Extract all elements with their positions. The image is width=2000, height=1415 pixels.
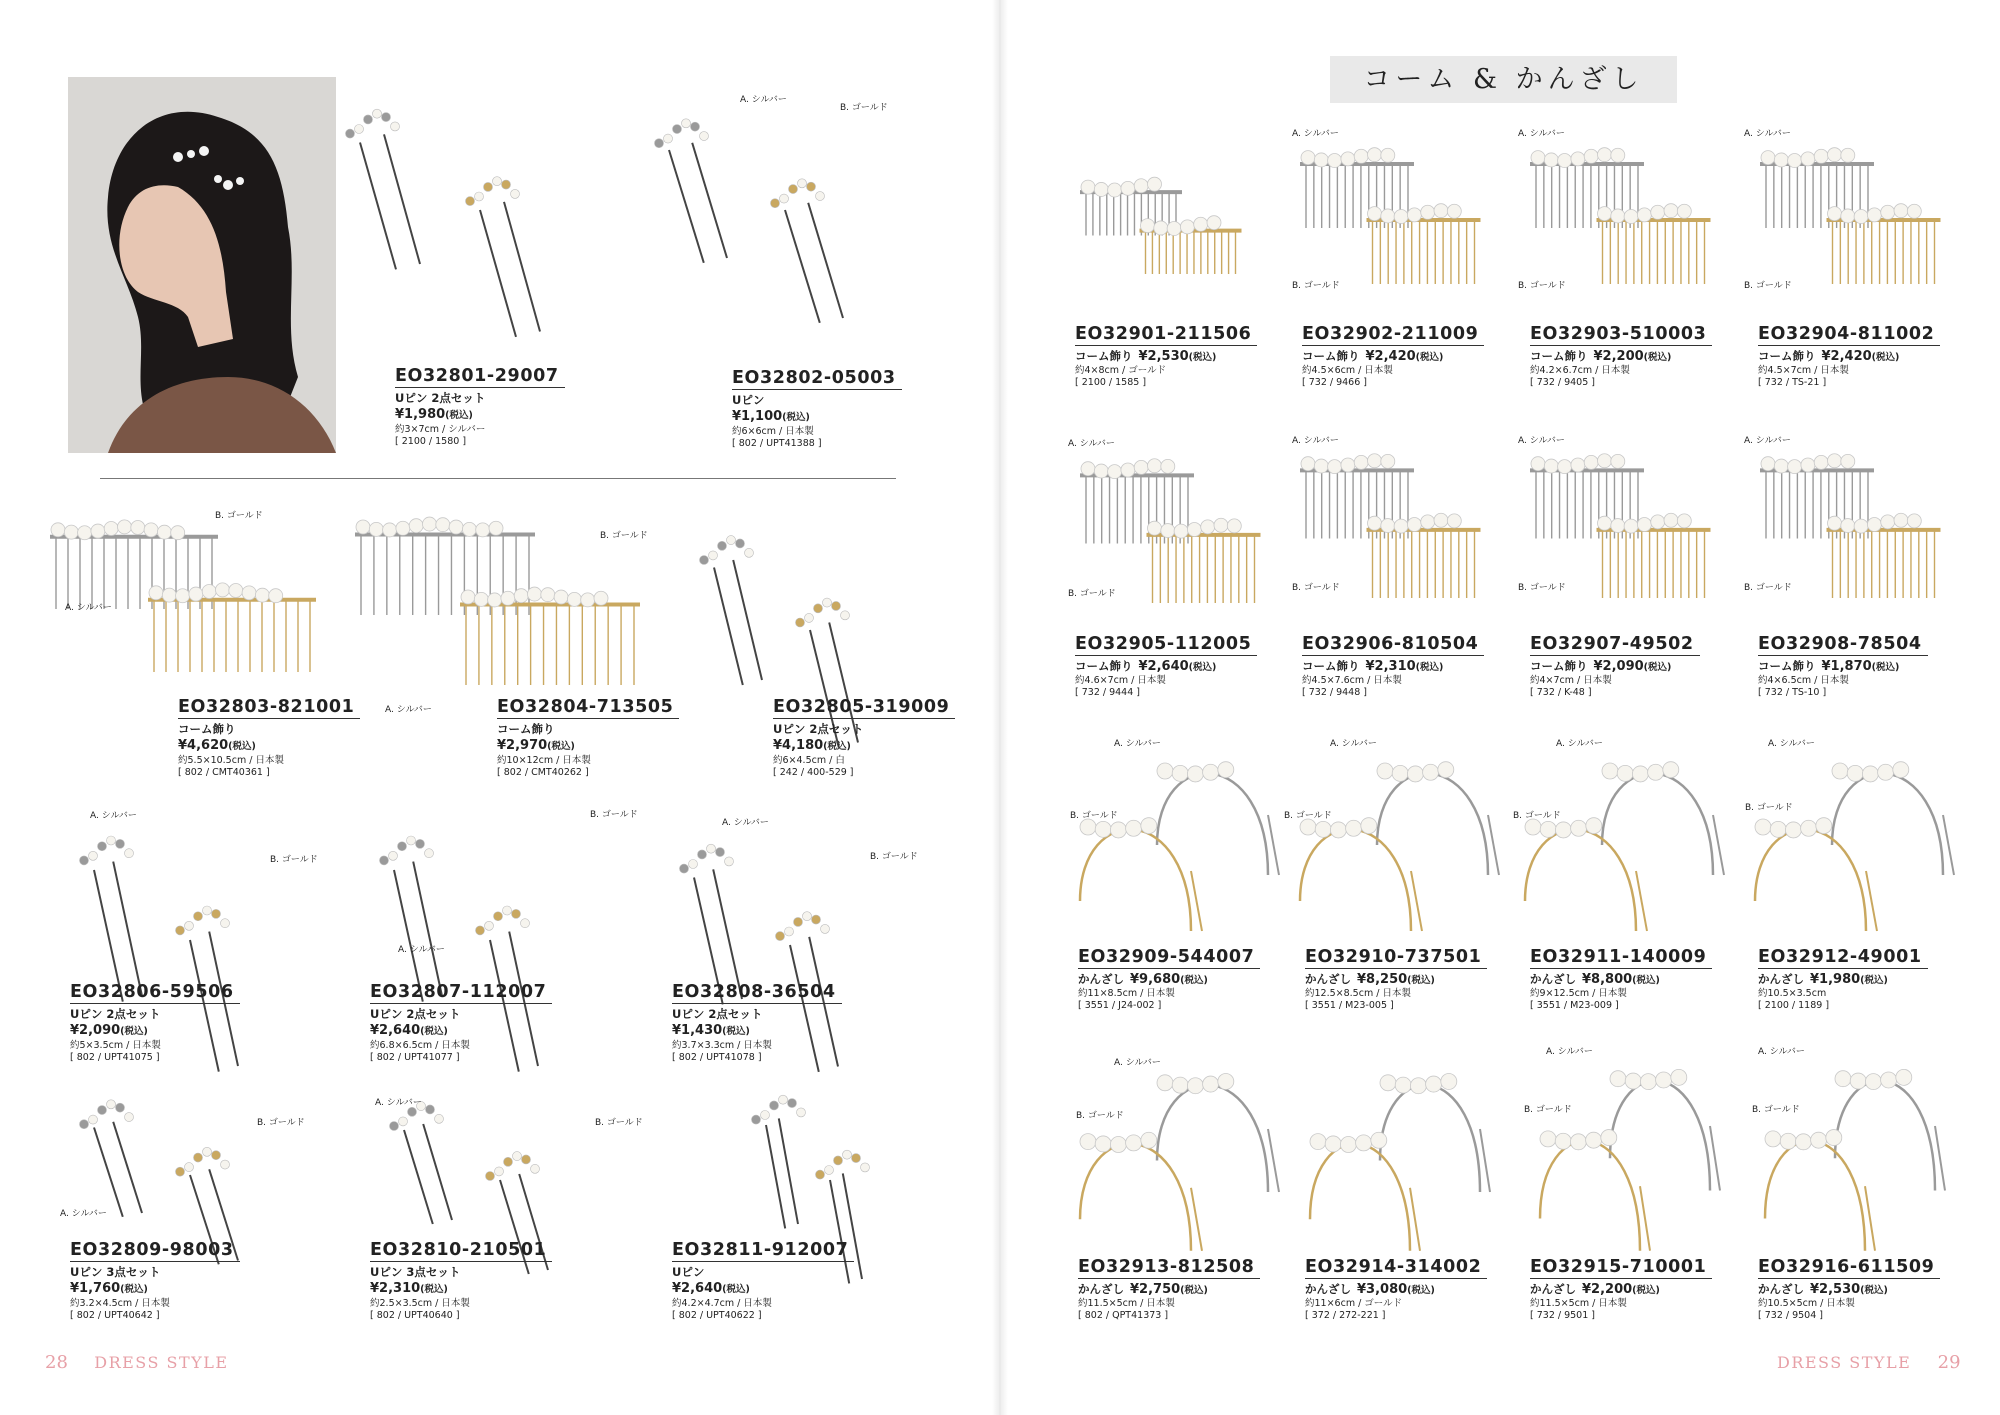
product-type-price: [1530, 972, 1712, 988]
product-type: コーム飾り: [1530, 349, 1588, 363]
product-ref: [ 732 / 9405 ]: [1530, 377, 1596, 388]
variant-label: B. ゴールド: [1745, 803, 1793, 813]
variant-label: A. シルバー: [375, 1098, 422, 1108]
product-code: EO32914-314002: [1305, 1257, 1487, 1279]
product-info: [1305, 947, 1487, 1012]
product-info: [1078, 1257, 1260, 1322]
variant-label: A. シルバー: [1068, 439, 1115, 449]
product-size: 約10×12cm / 日本製: [497, 755, 591, 766]
variant-label: A. シルバー: [1546, 1047, 1593, 1057]
product-image: [1300, 140, 1490, 300]
variant-label: A. シルバー: [1758, 1047, 1805, 1057]
tax-note: (税込): [1188, 352, 1217, 363]
product-image: [1080, 175, 1250, 285]
product-price: ¥4,180: [773, 738, 824, 753]
variant-label: A. シルバー: [65, 603, 112, 613]
product-size: 約10.5×5cm / 日本製: [1758, 1298, 1855, 1309]
tax-note: (税込): [547, 741, 575, 752]
product-type: かんざし: [1530, 1282, 1576, 1296]
product-image: [330, 75, 630, 345]
product-type-price: [1758, 659, 1928, 675]
product-code: EO32805-319009: [773, 697, 955, 719]
product-price: ¥2,090: [1593, 659, 1644, 674]
product-type: Uピン 2点セット: [773, 722, 864, 736]
product-size: 約4.6×7cm / 日本製: [1075, 675, 1166, 686]
product-size: 約6.8×6.5cm / 日本製: [370, 1040, 470, 1051]
product-ref: [ 3551 / M23-009 ]: [1530, 1000, 1619, 1011]
product-ref: [ 802 / UPT41077 ]: [370, 1052, 460, 1063]
product-price: ¥1,100: [732, 409, 783, 424]
product-code: EO32905-112005: [1075, 634, 1257, 656]
variant-label: B. ゴールド: [1752, 1105, 1800, 1115]
product-size: 約3×7cm / シルバー: [395, 424, 486, 435]
product-price: ¥1,430: [672, 1023, 723, 1038]
product-type: コーム飾り: [178, 722, 236, 736]
tax-note: (税込): [1188, 662, 1217, 673]
product-size: 約12.5×8.5cm / 日本製: [1305, 988, 1411, 999]
product-price: ¥3,080: [1357, 1282, 1408, 1297]
product-code: EO32810-210501: [370, 1240, 552, 1262]
product-type-price: [1758, 972, 1928, 988]
tax-note: (税込): [1415, 352, 1444, 363]
variant-label: B. ゴールド: [1292, 583, 1340, 593]
product-price-line: [370, 1280, 552, 1298]
product-ref: [ 802 / CMT40361 ]: [178, 767, 270, 778]
product-code: EO32902-211009: [1302, 324, 1484, 346]
product-size: 約6×6cm / 日本製: [732, 426, 814, 437]
section-divider: [100, 478, 896, 479]
product-info: [178, 697, 360, 779]
variant-label: A. シルバー: [60, 1209, 107, 1219]
page-number: 28: [45, 1352, 68, 1373]
product-type: コーム飾り: [1758, 659, 1816, 673]
product-info: [497, 697, 679, 779]
variant-label: B. ゴールド: [1744, 281, 1792, 291]
variant-label: B. ゴールド: [870, 852, 918, 862]
product-size: 約11.5×5cm / 日本製: [1078, 1298, 1175, 1309]
product-info: [1530, 947, 1712, 1012]
product-type: Uピン: [732, 393, 765, 407]
variant-label: A. シルバー: [398, 945, 445, 955]
variant-label: A. シルバー: [1114, 739, 1161, 749]
product-info: [672, 982, 842, 1064]
product-info: [1305, 1257, 1487, 1322]
variant-label: A. シルバー: [1768, 739, 1815, 749]
product-type: Uピン 3点セット: [70, 1265, 161, 1279]
product-info: [395, 366, 565, 448]
product-code: EO32911-140009: [1530, 947, 1712, 969]
product-type: Uピン 2点セット: [672, 1007, 763, 1021]
product-info: [1530, 324, 1712, 389]
product-price: ¥4,620: [178, 738, 229, 753]
product-size: 約4.5×7cm / 日本製: [1758, 365, 1849, 376]
product-ref: [ 732 / 9504 ]: [1758, 1310, 1824, 1321]
product-type: コーム飾り: [1530, 659, 1588, 673]
product-image: [1070, 735, 1290, 935]
brand-name: DRESS STYLE: [1777, 1353, 1912, 1372]
product-info: [1758, 324, 1940, 389]
product-price: ¥8,250: [1357, 972, 1408, 987]
product-ref: [ 802 / QPT41373 ]: [1078, 1310, 1169, 1321]
product-ref: [ 3551 / M23-005 ]: [1305, 1000, 1394, 1011]
product-type-price: [1075, 349, 1257, 365]
right-page: [1000, 0, 2000, 1415]
tax-note: (税込): [1407, 975, 1435, 986]
product-ref: [ 2100 / 1580 ]: [395, 436, 467, 447]
product-ref: [ 732 / TS-21 ]: [1758, 377, 1827, 388]
product-size: 約11.5×5cm / 日本製: [1530, 1298, 1627, 1309]
tax-note: (税込): [420, 1284, 448, 1295]
product-ref: [ 802 / UPT41075 ]: [70, 1052, 160, 1063]
variant-label: B. ゴールド: [215, 511, 263, 521]
product-type-price: [1530, 659, 1700, 675]
product-price: ¥8,800: [1582, 972, 1633, 987]
tax-note: (税込): [228, 741, 256, 752]
product-info: [70, 1240, 240, 1322]
tax-note: (税込): [1407, 1285, 1435, 1296]
product-price-line: [395, 406, 565, 424]
product-size: 約2.5×3.5cm / 日本製: [370, 1298, 470, 1309]
product-type: かんざし: [1530, 972, 1576, 986]
model-photo: [68, 77, 336, 453]
variant-label: B. ゴールド: [600, 531, 648, 541]
tax-note: (税込): [120, 1026, 148, 1037]
product-price: ¥2,090: [70, 1023, 121, 1038]
product-type: Uピン: [672, 1265, 705, 1279]
product-ref: [ 732 / K-48 ]: [1530, 687, 1592, 698]
page-footer-right: [1777, 1352, 1961, 1373]
product-price-line: [672, 1280, 854, 1298]
product-ref: [ 732 / 9501 ]: [1530, 1310, 1596, 1321]
product-price-line: [732, 408, 902, 426]
product-ref: [ 3551 / J24-002 ]: [1078, 1000, 1162, 1011]
product-price: ¥2,640: [370, 1023, 421, 1038]
product-code: EO32901-211506: [1075, 324, 1257, 346]
tax-note: (税込): [1643, 352, 1672, 363]
product-ref: [ 802 / UPT40622 ]: [672, 1310, 762, 1321]
product-size: 約4×7cm / 日本製: [1530, 675, 1612, 686]
product-price: ¥2,310: [370, 1281, 421, 1296]
product-image: [1300, 1045, 1500, 1255]
product-price-line: [672, 1022, 842, 1040]
product-type: かんざし: [1758, 972, 1804, 986]
product-size: 約4.2×4.7cm / 日本製: [672, 1298, 772, 1309]
product-info: [1078, 947, 1260, 1012]
product-code: EO32909-544007: [1078, 947, 1260, 969]
product-info: [1530, 1257, 1712, 1322]
product-type: Uピン 2点セット: [395, 391, 486, 405]
product-info: [70, 982, 240, 1064]
tax-note: (税込): [1860, 975, 1888, 986]
variant-label: B. ゴールド: [257, 1118, 305, 1128]
product-code: EO32908-78504: [1758, 634, 1928, 656]
tax-note: (税込): [1180, 1285, 1208, 1296]
product-info: [370, 982, 552, 1064]
product-price-line: [70, 1280, 240, 1298]
product-type: かんざし: [1305, 972, 1351, 986]
product-price: ¥1,760: [70, 1281, 121, 1296]
product-price-line: [178, 737, 360, 755]
product-info: [1302, 324, 1484, 389]
product-price-line: [497, 737, 679, 755]
product-type-price: [1305, 1282, 1487, 1298]
tax-note: (税込): [445, 410, 473, 421]
product-info: [1758, 634, 1928, 699]
product-code: EO32907-49502: [1530, 634, 1700, 656]
tax-note: (税込): [782, 412, 810, 423]
product-price: ¥2,200: [1582, 1282, 1633, 1297]
product-size: 約6×4.5cm / 白: [773, 755, 845, 766]
variant-label: A. シルバー: [1518, 436, 1565, 446]
page-footer-left: [45, 1352, 229, 1373]
product-price-line: [370, 1022, 552, 1040]
product-ref: [ 242 / 400-529 ]: [773, 767, 854, 778]
product-code: EO32910-737501: [1305, 947, 1487, 969]
product-price: ¥2,640: [672, 1281, 723, 1296]
product-info: [1075, 634, 1257, 699]
page-number: 29: [1937, 1352, 1961, 1373]
variant-label: A. シルバー: [1292, 436, 1339, 446]
product-info: [1758, 1257, 1940, 1322]
product-ref: [ 732 / 9448 ]: [1302, 687, 1368, 698]
product-code: EO32806-59506: [70, 982, 240, 1004]
product-image: [1290, 735, 1510, 935]
tax-note: (税込): [1632, 1285, 1660, 1296]
section-title: コーム & かんざし: [1330, 56, 1677, 103]
product-ref: [ 802 / CMT40262 ]: [497, 767, 589, 778]
product-size: 約5.5×10.5cm / 日本製: [178, 755, 284, 766]
product-ref: [ 802 / UPT41078 ]: [672, 1052, 762, 1063]
product-type: かんざし: [1305, 1282, 1351, 1296]
product-info: [773, 697, 955, 779]
product-image: [1515, 735, 1735, 935]
tax-note: (税込): [1643, 662, 1672, 673]
variant-label: B. ゴールド: [1076, 1111, 1124, 1121]
product-ref: [ 372 / 272-221 ]: [1305, 1310, 1386, 1321]
product-type: コーム飾り: [1758, 349, 1816, 363]
product-type-price: [1078, 1282, 1260, 1298]
product-ref: [ 802 / UPT40642 ]: [70, 1310, 160, 1321]
tax-note: (税込): [1871, 352, 1900, 363]
product-size: 約3.2×4.5cm / 日本製: [70, 1298, 170, 1309]
product-type: かんざし: [1078, 972, 1124, 986]
product-info: [732, 368, 902, 450]
variant-label: B. ゴールド: [840, 103, 888, 113]
product-info: [1075, 324, 1257, 389]
product-code: EO32802-05003: [732, 368, 902, 390]
variant-label: B. ゴールド: [1524, 1105, 1572, 1115]
product-type-price: [1530, 1282, 1712, 1298]
product-size: 約9×12.5cm / 日本製: [1530, 988, 1627, 999]
product-info: [1758, 947, 1928, 1012]
tax-note: (税込): [1180, 975, 1208, 986]
product-code: EO32809-98003: [70, 1240, 240, 1262]
variant-label: B. ゴールド: [595, 1118, 643, 1128]
variant-label: A. シルバー: [740, 95, 787, 105]
product-type-price: [1530, 349, 1712, 365]
variant-label: B. ゴールド: [1744, 583, 1792, 593]
variant-label: B. ゴールド: [1513, 811, 1561, 821]
variant-label: B. ゴールド: [1068, 589, 1116, 599]
product-image: [1760, 140, 1950, 300]
product-image: [1745, 735, 1965, 935]
product-price: ¥2,530: [1138, 349, 1189, 364]
variant-label: A. シルバー: [1556, 739, 1603, 749]
product-image: [1755, 1040, 1955, 1255]
product-code: EO32804-713505: [497, 697, 679, 719]
product-type: Uピン 2点セット: [70, 1007, 161, 1021]
brand-name: DRESS STYLE: [94, 1353, 229, 1372]
product-ref: [ 732 / 9444 ]: [1075, 687, 1141, 698]
product-ref: [ 802 / UPT41388 ]: [732, 438, 822, 449]
variant-label: A. シルバー: [722, 818, 769, 828]
product-code: EO32913-812508: [1078, 1257, 1260, 1279]
product-info: [672, 1240, 854, 1322]
product-type: コーム飾り: [1302, 659, 1360, 673]
tax-note: (税込): [823, 741, 851, 752]
product-code: EO32904-811002: [1758, 324, 1940, 346]
product-price: ¥2,310: [1365, 659, 1416, 674]
product-type: コーム飾り: [497, 722, 555, 736]
product-image: [640, 90, 930, 330]
product-code: EO32906-810504: [1302, 634, 1484, 656]
tax-note: (税込): [120, 1284, 148, 1295]
product-type-price: [1078, 972, 1260, 988]
variant-label: B. ゴールド: [1518, 281, 1566, 291]
product-type-price: [1305, 972, 1487, 988]
product-size: 約11×8.5cm / 日本製: [1078, 988, 1175, 999]
product-size: 約10.5×3.5cm: [1758, 988, 1827, 999]
product-type-price: [1302, 349, 1484, 365]
product-image: [1530, 1040, 1730, 1255]
product-price-line: [773, 737, 955, 755]
product-size: 約11×6cm / ゴールド: [1305, 1298, 1403, 1309]
variant-label: A. シルバー: [1114, 1058, 1161, 1068]
product-type: コーム飾り: [1302, 349, 1360, 363]
product-type: Uピン 2点セット: [370, 1007, 461, 1021]
product-price: ¥2,420: [1365, 349, 1416, 364]
tax-note: (税込): [722, 1026, 750, 1037]
variant-label: A. シルバー: [1744, 436, 1791, 446]
variant-label: B. ゴールド: [1292, 281, 1340, 291]
product-image: [1070, 1045, 1290, 1255]
product-ref: [ 2100 / 1585 ]: [1075, 377, 1147, 388]
product-price-line: [70, 1022, 240, 1040]
tax-note: (税込): [722, 1284, 750, 1295]
product-type-price: [1302, 659, 1484, 675]
product-type: Uピン 3点セット: [370, 1265, 461, 1279]
product-ref: [ 732 / TS-10 ]: [1758, 687, 1827, 698]
product-price: ¥1,980: [395, 407, 446, 422]
product-type: コーム飾り: [1075, 349, 1133, 363]
tax-note: (税込): [1871, 662, 1900, 673]
product-ref: [ 802 / UPT40640 ]: [370, 1310, 460, 1321]
product-type-price: [1075, 659, 1257, 675]
variant-label: A. シルバー: [1292, 129, 1339, 139]
product-code: EO32903-510003: [1530, 324, 1712, 346]
variant-label: A. シルバー: [1518, 129, 1565, 139]
product-type-price: [1758, 349, 1940, 365]
product-code: EO32803-821001: [178, 697, 360, 719]
product-price: ¥1,870: [1821, 659, 1872, 674]
variant-label: A. シルバー: [90, 811, 137, 821]
product-price: ¥9,680: [1130, 972, 1181, 987]
product-type: かんざし: [1078, 1282, 1124, 1296]
tax-note: (税込): [1632, 975, 1660, 986]
product-price: ¥2,640: [1138, 659, 1189, 674]
tax-note: (税込): [1860, 1285, 1888, 1296]
variant-label: B. ゴールド: [590, 810, 638, 820]
product-size: 約4.5×7.6cm / 日本製: [1302, 675, 1402, 686]
product-info: [370, 1240, 552, 1322]
product-type-price: [1758, 1282, 1940, 1298]
product-price: ¥2,530: [1810, 1282, 1861, 1297]
product-info: [1302, 634, 1484, 699]
product-info: [1530, 634, 1700, 699]
product-code: EO32808-36504: [672, 982, 842, 1004]
product-price: ¥2,970: [497, 738, 548, 753]
product-ref: [ 732 / 9466 ]: [1302, 377, 1368, 388]
variant-label: A. シルバー: [385, 705, 432, 715]
product-price: ¥2,200: [1593, 349, 1644, 364]
product-code: EO32912-49001: [1758, 947, 1928, 969]
product-size: 約4×6.5cm / 日本製: [1758, 675, 1849, 686]
product-price: ¥1,980: [1810, 972, 1861, 987]
product-size: 約4.5×6cm / 日本製: [1302, 365, 1393, 376]
product-code: EO32807-112007: [370, 982, 552, 1004]
product-code: EO32915-710001: [1530, 1257, 1712, 1279]
product-price: ¥2,750: [1130, 1282, 1181, 1297]
product-code: EO32801-29007: [395, 366, 565, 388]
product-price: ¥2,420: [1821, 349, 1872, 364]
variant-label: B. ゴールド: [1070, 811, 1118, 821]
product-image: [1530, 140, 1720, 300]
product-size: 約5×3.5cm / 日本製: [70, 1040, 161, 1051]
variant-label: A. シルバー: [1744, 129, 1791, 139]
product-size: 約4×8cm / ゴールド: [1075, 365, 1167, 376]
product-ref: [ 2100 / 1189 ]: [1758, 1000, 1830, 1011]
variant-label: A. シルバー: [1330, 739, 1377, 749]
product-code: EO32811-912007: [672, 1240, 854, 1262]
spine-gutter: [992, 0, 1008, 1415]
variant-label: B. ゴールド: [270, 855, 318, 865]
product-type: かんざし: [1758, 1282, 1804, 1296]
variant-label: B. ゴールド: [1284, 811, 1332, 821]
variant-label: B. ゴールド: [1518, 583, 1566, 593]
product-size: 約4.2×6.7cm / 日本製: [1530, 365, 1630, 376]
product-size: 約3.7×3.3cm / 日本製: [672, 1040, 772, 1051]
tax-note: (税込): [420, 1026, 448, 1037]
product-code: EO32916-611509: [1758, 1257, 1940, 1279]
tax-note: (税込): [1415, 662, 1444, 673]
product-type: コーム飾り: [1075, 659, 1133, 673]
